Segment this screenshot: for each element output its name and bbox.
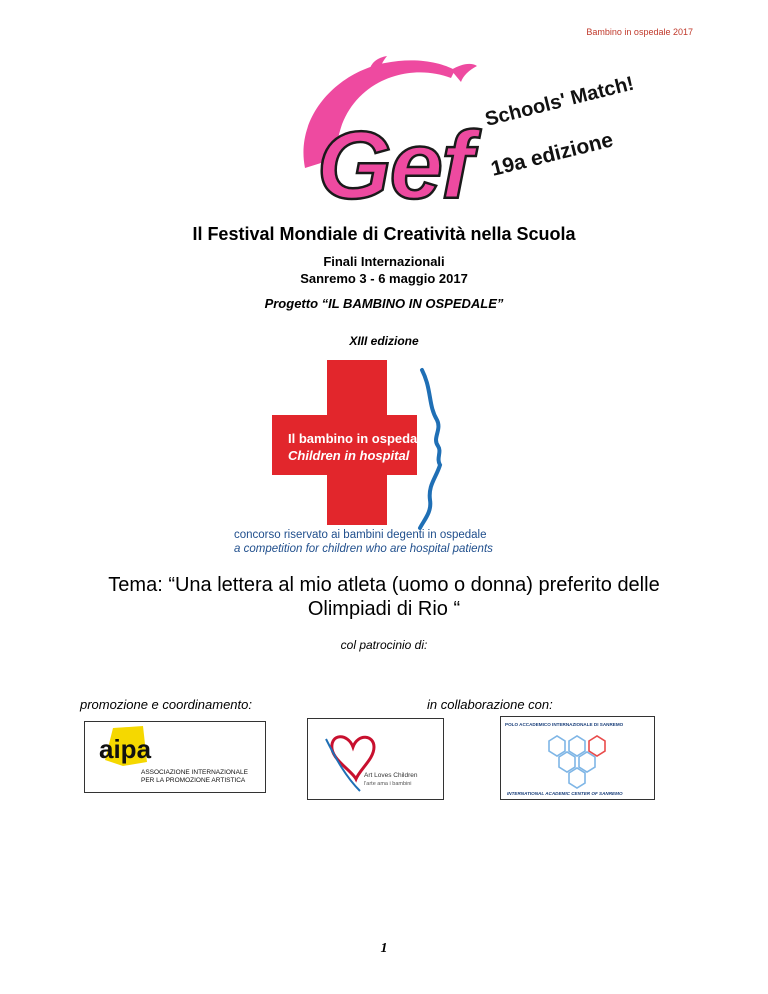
patronage-label: col patrocinio di: bbox=[340, 638, 428, 652]
festival-title: Il Festival Mondiale di Creatività nella Scuola bbox=[192, 224, 576, 244]
hospital-line-en: Children in hospital bbox=[288, 448, 410, 463]
header-note: Bambino in ospedale 2017 bbox=[586, 27, 693, 37]
alc-tagline: l'arte ama i bambini bbox=[364, 781, 412, 787]
hospital-line-it: Il bambino in ospedale bbox=[288, 431, 429, 446]
polo-top-text: POLO ACCADEMICO INTERNAZIONALE DI SANREMO bbox=[505, 722, 624, 727]
theme-line-1: Tema: “Una lettera al mio atleta (uomo o donna) preferito delle bbox=[108, 574, 660, 596]
page-number: 1 bbox=[380, 941, 388, 956]
polo-accademico-logo bbox=[500, 716, 655, 800]
polo-bottom-text: INTERNATIONAL ACADEMIC CENTER OF SANREMO bbox=[507, 791, 623, 796]
aipa-logo bbox=[84, 721, 266, 793]
art-loves-children-logo bbox=[307, 718, 444, 800]
hospital-logo bbox=[232, 360, 532, 560]
dates-line: Sanremo 3 - 6 maggio 2017 bbox=[300, 271, 468, 286]
theme-line-2: Olimpiadi di Rio “ bbox=[307, 598, 461, 620]
alc-name: Art Loves Children bbox=[364, 772, 418, 779]
schools-match-text: Schools' Match! bbox=[482, 72, 637, 131]
aipa-line-2: PER LA PROMOZIONE ARTISTICA bbox=[141, 777, 246, 784]
dolphin-tail bbox=[451, 64, 477, 82]
aipa-name: aipa bbox=[99, 734, 152, 764]
hospital-caption-en: a competition for children who are hospital patients bbox=[234, 543, 493, 555]
gef-logo bbox=[275, 48, 637, 228]
collaboration-label: in collaborazione con: bbox=[427, 697, 553, 712]
hexagons-icon bbox=[549, 736, 605, 788]
promotion-label: promozione e coordinamento: bbox=[80, 697, 252, 712]
hospital-caption-it: concorso riservato ai bambini degenti in ospedale bbox=[234, 529, 487, 541]
project-line: Progetto “IL BAMBINO IN OSPEDALE” bbox=[264, 296, 504, 311]
edition-line: XIII edizione bbox=[349, 334, 419, 348]
edition-19a-text: 19a edizione bbox=[488, 128, 616, 181]
finals-line: Finali Internazionali bbox=[323, 254, 445, 269]
gef-brand-text: Gef bbox=[317, 112, 472, 219]
face-profile-icon bbox=[420, 370, 440, 528]
aipa-line-1: ASSOCIAZIONE INTERNAZIONALE bbox=[141, 769, 248, 776]
theme-text bbox=[0, 573, 768, 621]
